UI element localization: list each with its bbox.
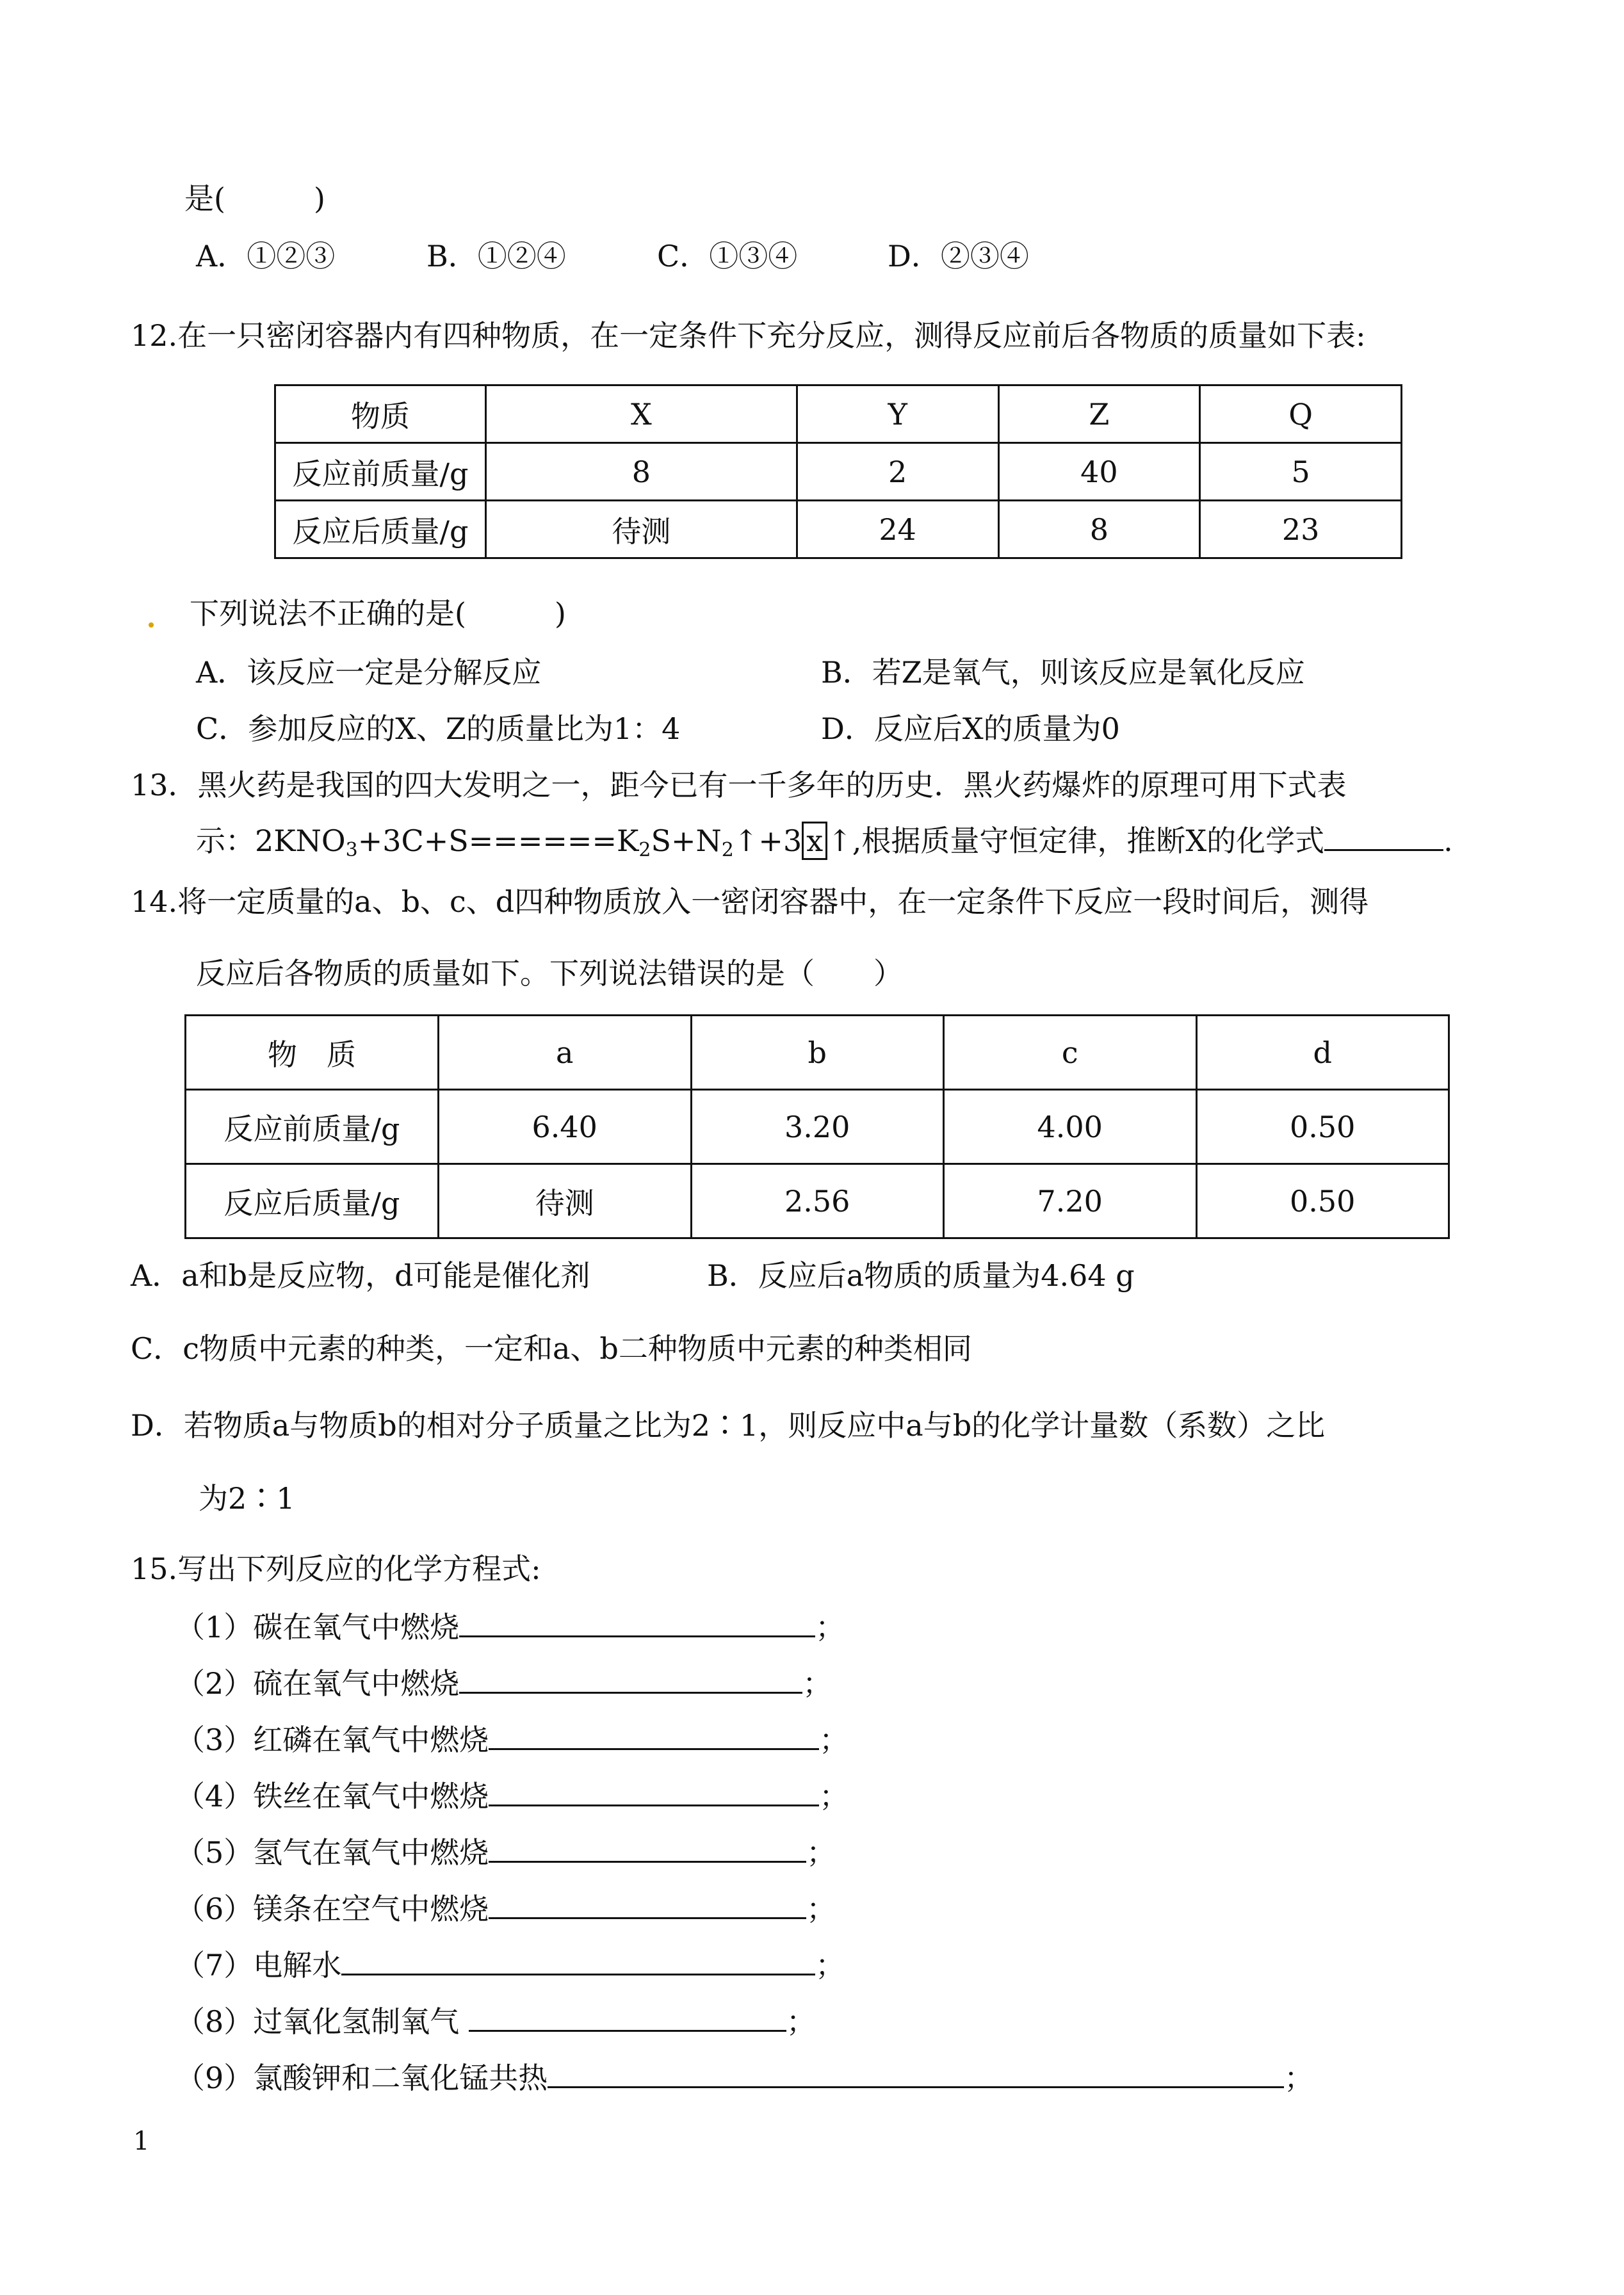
answer-blank[interactable] [1324,821,1443,851]
q15-item-end: ； [815,1610,845,1644]
table-cell: 反应后质量/g [186,1164,439,1238]
table-header-cell: b [691,1016,944,1090]
stray-mark [149,622,154,628]
table-cell: 40 [998,443,1200,501]
q15-item-end: ； [1284,2061,1314,2095]
q15-item-label: （1）碳在氧气中燃烧 [175,1610,460,1644]
q11-tail: 是( ) [184,181,325,216]
table-row [186,1164,1449,1238]
q15-item [175,1945,845,1984]
q15-item-label: （8）过氧化氢制氧气 [175,2004,469,2039]
q15-item-label: （2）硫在氧气中燃烧 [175,1666,460,1701]
q15-item-label: （6）镁条在空气中燃烧 [175,1892,489,1926]
answer-blank[interactable] [341,1945,815,1975]
answer-blank[interactable] [489,1720,819,1750]
q13-line1: 13．黑火药是我国的四大发明之一，距今已有一千多年的历史．黑火药爆炸的原理可用下式表 [131,768,1347,802]
table-cell: 0.50 [1196,1164,1449,1238]
table-cell: 待测 [486,501,797,558]
q15-item-label: （4）铁丝在氧气中燃烧 [175,1779,489,1813]
table-header-row [275,385,1402,443]
q15-item [175,1607,845,1646]
q14-option-b: B．反应后a物质的质量为4.64 g [707,1258,1135,1293]
q11-option-d: D．②③④ [888,239,1029,273]
table-cell: 23 [1200,501,1402,558]
table-header-cell: a [439,1016,692,1090]
q13-line2 [196,821,1453,860]
q15-item-label: （5）氢气在氧气中燃烧 [175,1835,489,1870]
table-header-cell: Q [1200,385,1402,443]
q15-item [175,1720,849,1759]
q15-item [175,1664,832,1703]
equation-part: ↑,根据质量守恒定律，推断X的化学式 [827,823,1325,858]
q11-option-a: A．①②③ [196,239,336,273]
q11-option-b: B．①②④ [426,239,566,273]
q15-item [175,1776,849,1815]
equation-part: ↑+3 [733,823,802,858]
table-header-cell: Y [797,385,998,443]
q12-option-b: B．若Z是氧气，则该反应是氧化反应 [821,655,1305,690]
q15-item [175,2002,816,2041]
table-cell: 4.00 [944,1090,1197,1164]
q14-option-a: A．a和b是反应物，d可能是催化剂 [131,1258,590,1293]
answer-blank[interactable] [489,1889,806,1919]
q15-item-label: （3）红磷在氧气中燃烧 [175,1723,489,1757]
answer-blank[interactable] [489,1776,819,1806]
table-row [275,501,1402,558]
table-cell: 2.56 [691,1164,944,1238]
q12-option-d: D．反应后X的质量为0 [821,711,1120,746]
table-cell: 反应前质量/g [186,1090,439,1164]
q14-option-c: C．c物质中元素的种类，一定和a、b二种物质中元素的种类相同 [131,1331,972,1366]
table-cell: 3.20 [691,1090,944,1164]
table-cell: 反应前质量/g [275,443,486,501]
table-row [275,443,1402,501]
q14-option-d-line2: 为2∶1 [199,1481,295,1516]
q15-item-end: ； [802,1666,832,1701]
q15-item-end: ； [819,1779,849,1813]
answer-blank[interactable] [548,2058,1284,2088]
equation-part: +3C+S======K [357,823,639,858]
q15-item-label: （9）氯酸钾和二氧化锰共热 [175,2061,548,2095]
table-header-cell: d [1196,1016,1449,1090]
equation-part: S+N [651,823,722,858]
answer-blank[interactable] [459,1607,815,1637]
equation-subscript: 2 [638,839,651,861]
table-header-cell: 物质 [275,385,486,443]
table-header-row [186,1016,1449,1090]
answer-blank[interactable] [459,1664,802,1694]
answer-blank[interactable] [469,2002,786,2032]
table-row [186,1090,1449,1164]
q12-stem: 12.在一只密闭容器内有四种物质，在一定条件下充分反应，测得反应前后各物质的质量如下表: [131,318,1366,353]
table-cell: 24 [797,501,998,558]
answer-blank[interactable] [489,1833,806,1863]
q15-item [175,1833,836,1872]
table-cell: 待测 [439,1164,692,1238]
q14-table [184,1014,1450,1239]
q15-item-end: ； [819,1723,849,1757]
q15-item [175,2058,1313,2097]
q15-item-end: ； [815,1948,845,1983]
q12-table [274,384,1402,559]
q12-option-a: A．该反应一定是分解反应 [196,655,542,690]
table-header-cell: 物 质 [186,1016,439,1090]
table-cell: 6.40 [439,1090,692,1164]
q15-stem: 15.写出下列反应的化学方程式: [131,1552,541,1586]
equation-subscript: 2 [721,839,734,861]
q15-item-end: ； [786,2004,816,2039]
q15-item [175,1889,836,1928]
boxed-x: x [802,822,827,860]
table-cell: 2 [797,443,998,501]
page-number: 1 [133,2127,150,2156]
q13-prefix: 示： [196,823,255,858]
table-cell: 反应后质量/g [275,501,486,558]
q11-option-c: C．①③④ [657,239,798,273]
q15-item-label: （7）电解水 [175,1948,342,1983]
q13-end: . [1443,823,1453,858]
table-cell: 0.50 [1196,1090,1449,1164]
table-header-cell: c [944,1016,1197,1090]
q12-option-c: C．参加反应的X、Z的质量比为1：4 [196,711,681,746]
table-cell: 8 [998,501,1200,558]
q14-option-d-line1: D．若物质a与物质b的相对分子质量之比为2∶1，则反应中a与b的化学计量数（系数）之比 [131,1408,1326,1443]
q15-item-end: ； [806,1835,836,1870]
equation-part: 2KNO [255,823,346,858]
table-header-cell: X [486,385,797,443]
q14-line1: 14.将一定质量的a、b、c、d四种物质放入一密闭容器中，在一定条件下反应一段时间后，测得 [131,884,1369,919]
q15-item-end: ； [806,1892,836,1926]
table-cell: 7.20 [944,1164,1197,1238]
q12-question: 下列说法不正确的是( ) [190,596,566,631]
table-header-cell: Z [998,385,1200,443]
q14-line2: 反应后各物质的质量如下。下列说法错误的是（ ） [196,956,903,991]
table-cell: 5 [1200,443,1402,501]
table-cell: 8 [486,443,797,501]
equation-subscript: 3 [345,839,358,861]
